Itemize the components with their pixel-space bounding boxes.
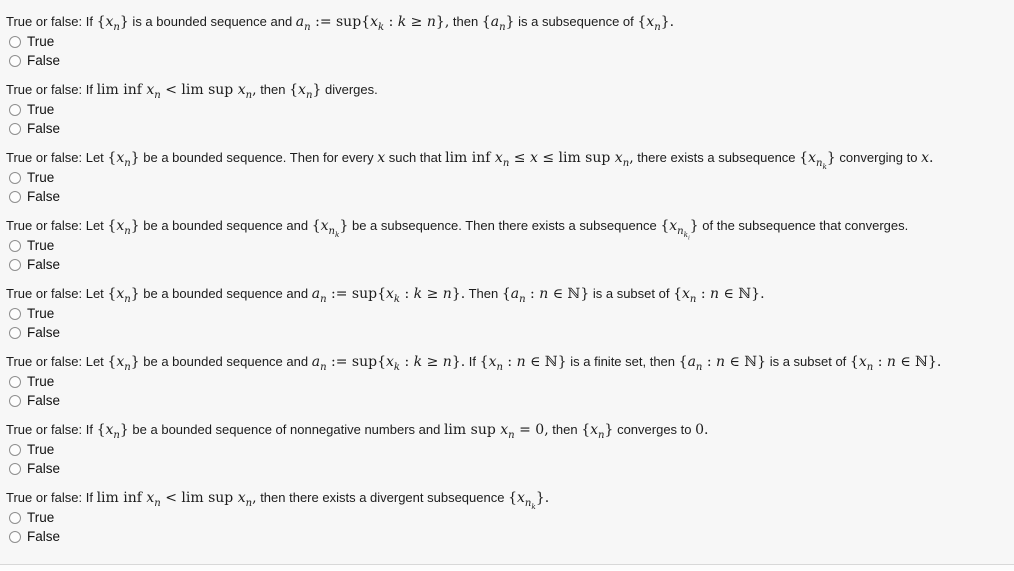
radio-button-true[interactable] [9, 444, 21, 456]
text-segment: is a subset of [766, 354, 850, 369]
option-false[interactable] [6, 323, 1006, 342]
text-segment: there exists a subsequence [633, 150, 800, 165]
math-segment: $\{x_n\}$. [637, 14, 675, 33]
text-segment: then there exists a divergent subsequence [256, 490, 509, 505]
question-2 [6, 80, 1006, 138]
options [6, 508, 1006, 546]
question-text [6, 216, 1006, 242]
math-segment: {$x_n$ : n ∈ ℕ} [479, 354, 567, 373]
radio-button-false[interactable] [9, 123, 21, 135]
question-6 [6, 352, 1006, 410]
math-segment: $a_n$ := $sup\{x_k$ : k ≥ n}. [311, 354, 466, 373]
text-segment: True or false: Let [6, 218, 108, 233]
math-segment: lim inf $x_n \le x \le \lim$ sup $x_n$, [445, 150, 634, 169]
option-label: False [27, 529, 61, 544]
option-false[interactable] [6, 255, 1006, 274]
radio-button-true[interactable] [9, 104, 21, 116]
options [6, 32, 1006, 70]
text-segment: True or false: Let [6, 150, 108, 165]
option-label: False [27, 53, 61, 68]
option-true[interactable] [6, 304, 1006, 323]
option-label: True [27, 306, 55, 321]
math-segment: {$a_n$ : n ∈ ℕ} [678, 354, 767, 373]
text-segment: True or false: Let [6, 286, 108, 301]
radio-button-false[interactable] [9, 191, 21, 203]
math-segment: lim inf $x_n < \lim$ sup $x_n$, [96, 82, 257, 101]
text-segment: then [548, 422, 582, 437]
math-segment: $\{x_n\}$ [107, 354, 140, 373]
question-text [6, 148, 1006, 171]
text-segment: such that [385, 150, 446, 165]
option-true[interactable] [6, 100, 1006, 119]
math-segment: {$a_n$ : n ∈ ℕ} [501, 286, 590, 305]
math-segment: $\{x_{n_k}\}$ [799, 150, 836, 171]
math-segment: $\{x_n\}$ [581, 422, 614, 441]
option-false[interactable] [6, 187, 1006, 206]
text-segment: be a bounded sequence. Then for every [139, 150, 378, 165]
math-segment: $\{x_{n_{k_i}}\}$ [660, 218, 699, 242]
option-label: True [27, 34, 55, 49]
question-3 [6, 148, 1006, 206]
option-label: False [27, 325, 61, 340]
option-label: False [27, 189, 61, 204]
option-true[interactable] [6, 32, 1006, 51]
text-segment: converges to [613, 422, 696, 437]
radio-button-false[interactable] [9, 463, 21, 475]
text-segment: be a bounded sequence and [139, 218, 312, 233]
question-text [6, 284, 1006, 304]
radio-button-false[interactable] [9, 327, 21, 339]
radio-button-false[interactable] [9, 395, 21, 407]
text-segment: True or false: If [6, 14, 97, 29]
math-segment: lim sup $x_n = 0$, [443, 422, 549, 441]
text-segment: is a bounded sequence and [128, 14, 296, 29]
option-false[interactable] [6, 459, 1006, 478]
option-label: False [27, 121, 61, 136]
text-segment: be a subsequence. Then there exists a subsequence [348, 218, 661, 233]
question-text [6, 488, 1006, 511]
text-segment: True or false: If [6, 82, 97, 97]
radio-button-true[interactable] [9, 240, 21, 252]
option-true[interactable] [6, 168, 1006, 187]
question-5 [6, 284, 1006, 342]
option-label: False [27, 461, 61, 476]
text-segment: be a bounded sequence and [139, 354, 312, 369]
question-text [6, 80, 1006, 100]
text-segment: converging to [835, 150, 922, 165]
question-text [6, 12, 1006, 32]
math-segment: x. [921, 150, 934, 166]
option-label: True [27, 238, 55, 253]
bottom-strip [0, 565, 1014, 570]
math-segment: $\{x_{n_k}\}$. [508, 490, 550, 511]
math-segment: $\{x_n\}$ [107, 218, 140, 237]
radio-button-true[interactable] [9, 36, 21, 48]
math-segment: $\{x_{n_k}\}$ [311, 218, 349, 239]
question-8 [6, 488, 1006, 546]
option-false[interactable] [6, 51, 1006, 70]
option-true[interactable] [6, 440, 1006, 459]
math-segment: $\{a_n\}$ [481, 14, 515, 33]
radio-button-true[interactable] [9, 172, 21, 184]
option-label: False [27, 257, 61, 272]
math-segment: x [377, 150, 386, 166]
radio-button-true[interactable] [9, 512, 21, 524]
options [6, 236, 1006, 274]
math-segment: 0. [695, 422, 709, 438]
text-segment: True or false: Let [6, 354, 108, 369]
text-segment: Then [465, 286, 502, 301]
text-segment: of the subsequence that converges. [698, 218, 909, 233]
question-list [6, 12, 1006, 546]
options [6, 372, 1006, 410]
radio-button-false[interactable] [9, 55, 21, 67]
radio-button-true[interactable] [9, 308, 21, 320]
question-text [6, 420, 1006, 440]
question-7 [6, 420, 1006, 478]
math-segment: lim inf $x_n < \lim$ sup $x_n$, [96, 490, 257, 509]
option-true[interactable] [6, 508, 1006, 527]
math-segment: $\{x_n\}$ [96, 422, 129, 441]
option-label: True [27, 442, 55, 457]
math-segment: $\{x_n\}$ [289, 82, 322, 101]
question-4 [6, 216, 1006, 274]
text-segment: is a finite set, then [566, 354, 679, 369]
math-segment: $\{x_n\}$ [107, 150, 140, 169]
question-1 [6, 12, 1006, 70]
text-segment: is a subsequence of [514, 14, 638, 29]
text-segment: diverges. [321, 82, 378, 97]
radio-button-false[interactable] [9, 531, 21, 543]
option-false[interactable] [6, 119, 1006, 138]
options [6, 100, 1006, 138]
text-segment: be a bounded sequence and [139, 286, 312, 301]
text-segment: True or false: If [6, 490, 97, 505]
text-segment: be a bounded sequence of nonnegative numbers and [128, 422, 444, 437]
options [6, 440, 1006, 478]
option-true[interactable] [6, 372, 1006, 391]
options [6, 304, 1006, 342]
question-text [6, 352, 1006, 372]
radio-button-false[interactable] [9, 259, 21, 271]
text-segment: True or false: If [6, 422, 97, 437]
math-segment: {$x_n$ : n ∈ ℕ}. [673, 286, 765, 305]
math-segment: $a_n$ := $sup\{x_k$ : k ≥ n}. [311, 286, 466, 305]
text-segment: If [465, 354, 480, 369]
text-segment: is a subset of [589, 286, 674, 301]
text-segment: then [256, 82, 290, 97]
option-false[interactable] [6, 391, 1006, 410]
option-label: True [27, 374, 55, 389]
radio-button-true[interactable] [9, 376, 21, 388]
math-segment: $a_n$ := $sup\{x_k$ : k ≥ n}, [295, 14, 450, 33]
text-segment: then [449, 14, 482, 29]
option-label: True [27, 102, 55, 117]
math-segment: {$x_n$ : n ∈ ℕ}. [849, 354, 942, 373]
option-false[interactable] [6, 527, 1006, 546]
option-label: False [27, 393, 61, 408]
option-label: True [27, 510, 55, 525]
option-true[interactable] [6, 236, 1006, 255]
options [6, 168, 1006, 206]
math-segment: $\{x_n\}$ [96, 14, 129, 33]
option-label: True [27, 170, 55, 185]
math-segment: $\{x_n\}$ [107, 286, 140, 305]
